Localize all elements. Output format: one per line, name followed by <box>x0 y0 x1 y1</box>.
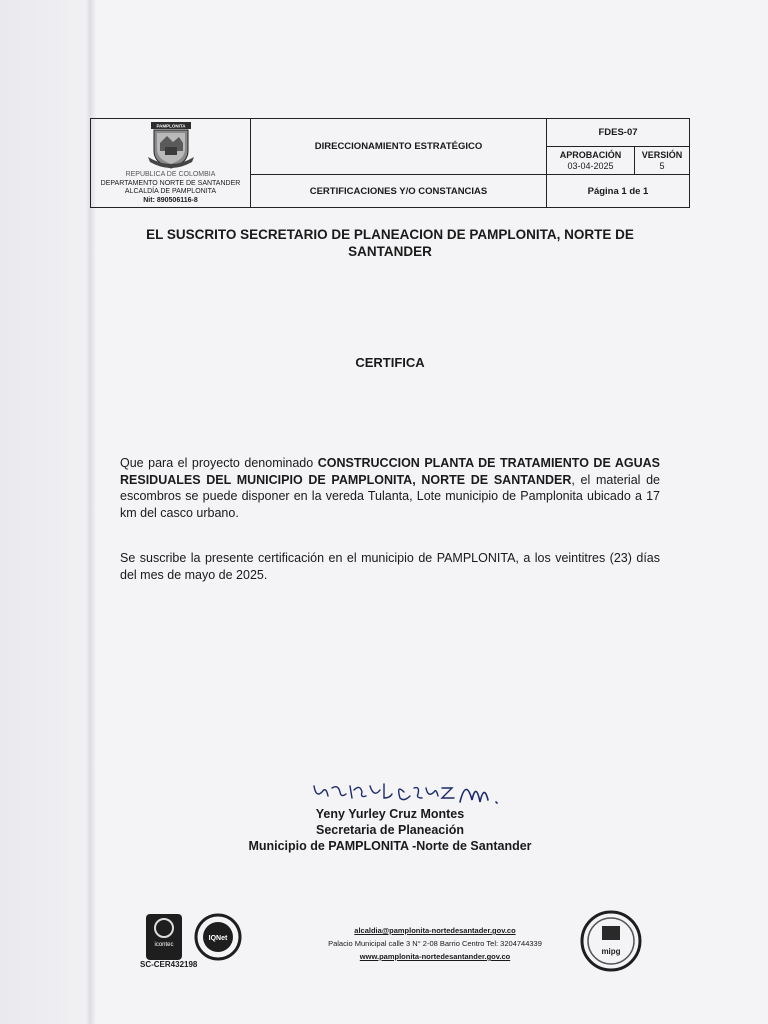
header-approval <box>547 147 635 175</box>
iqnet-label: IQNet <box>208 935 228 942</box>
scan-page-edge <box>0 0 96 1024</box>
signer-name: Yeny Yurley Cruz Montes <box>315 807 465 821</box>
logo-nit: Nit: 890506116-8 <box>143 196 198 204</box>
signer-block <box>200 806 580 854</box>
header-process: DIRECCIONAMIENTO ESTRATÉGICO <box>251 119 547 175</box>
crest-banner-text: PAMPLONITA <box>155 123 186 129</box>
logo-country: REPUBLICA DE COLOMBIA <box>125 171 216 178</box>
version-label: VERSIÓN <box>641 149 683 160</box>
header-code: FDES-07 <box>547 119 689 147</box>
header-logo-cell <box>91 119 251 207</box>
municipal-crest-icon <box>145 121 197 171</box>
header-document-type: CERTIFICACIONES Y/O CONSTANCIAS <box>251 175 547 207</box>
paragraph-intro: Que para el proyecto denominado <box>120 456 318 470</box>
logo-department: DEPARTAMENTO NORTE DE SANTANDER <box>100 179 241 187</box>
icontec-label: icontec <box>154 942 174 948</box>
approval-label: APROBACIÓN <box>559 149 622 160</box>
certifies-heading: CERTIFICA <box>355 355 425 370</box>
footer-email[interactable]: alcaldia@pamplonita-nortedesantader.gov.co <box>354 926 516 935</box>
mipg-seal-icon <box>580 910 642 972</box>
project-name: CONSTRUCCION PLANTA DE TRATAMIENTO DE AGUAS RESIDUALES DEL MUNICIPIO DE PAMPLONITA, NORTE DE SANTANDER <box>120 456 660 487</box>
footer-address: Palacio Municipal calle 3 N° 2-08 Barrio Centro Tel: 3204744339 <box>328 939 542 948</box>
document-header-table <box>90 118 690 208</box>
mipg-label: mipg <box>601 947 621 956</box>
approval-date: 03-04-2025 <box>567 160 614 171</box>
footer-contact <box>290 924 580 963</box>
version-value: 5 <box>659 160 665 171</box>
certification-paragraph <box>120 455 660 521</box>
signer-role: Secretaria de Planeación <box>316 823 464 837</box>
signing-paragraph: Se suscribe la presente certificación en el municipio de PAMPLONITA, a los veintitres (23) días del mes de mayo de 2025. <box>120 551 660 582</box>
logo-municipality: ALCALDÍA DE PAMPLONITA <box>124 188 217 195</box>
signer-entity: Municipio de PAMPLONITA -Norte de Santander <box>248 839 532 853</box>
certification-code: SC-CER432198 <box>140 960 198 969</box>
header-version <box>635 147 689 175</box>
document-title: EL SUSCRITO SECRETARIO DE PLANEACION DE PAMPLONITA, NORTE DE SANTANDER <box>146 227 634 259</box>
header-page-number: Página 1 de 1 <box>587 185 649 197</box>
footer-website[interactable]: www.pamplonita-nortedesantander.gov.co <box>359 952 511 961</box>
paragraph-detail: , el material de escombros se puede disponer en la vereda Tulanta, Lote municipio de Pamplonita ubicado a 17 km del casco urbano. <box>120 472 661 520</box>
